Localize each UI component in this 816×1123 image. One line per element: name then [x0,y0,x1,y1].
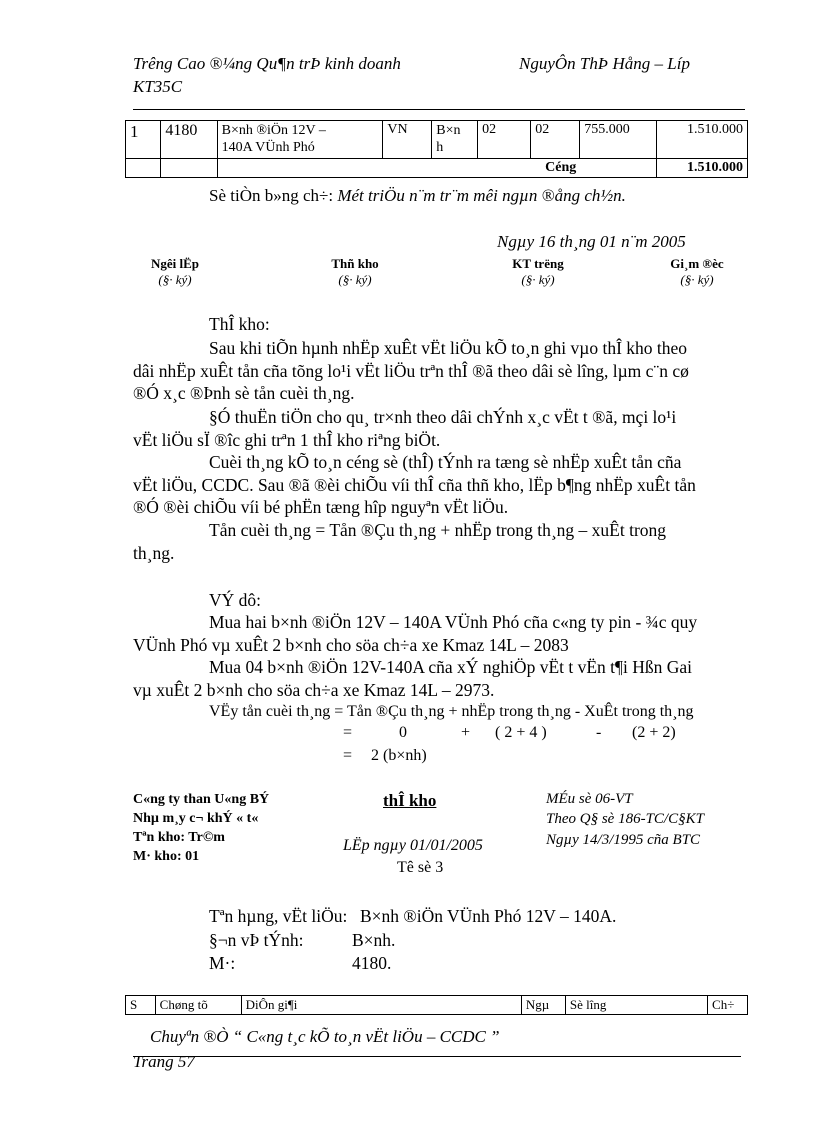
col-header: Sè lîng [565,996,707,1015]
signature-chief-accountant: KT trëng (§· ký) [512,256,564,287]
formula-line: VËy tån cuèi th¸ng = Tån ®Çu th¸ng + nhËp trong th¸ng - XuÊt trong th¸ng [209,703,694,720]
form-number: MÉu sè 06-VT [546,791,633,807]
formula-result: 2 (b×nh) [371,747,427,764]
material-name-label: Tªn hµng, vËt liÖu: [209,906,348,926]
card-date: LËp ngµy 01/01/2005 [343,837,483,854]
col-header: Ngµ [521,996,565,1015]
sign-date: Ngµy 16 th¸ng 01 n¨m 2005 [497,232,686,251]
footer-title: Chuyªn ®Ò “ C«ng t¸c kÕ to¸n vËt liÖu – CCDC ” [150,1027,500,1046]
form-decision: Theo Q§ sè 186-TC/C§KT [546,811,704,827]
qty-requested: 02 [478,121,531,159]
col-header: Chøng tõ [155,996,241,1015]
example-heading: VÝ dô: [209,590,262,610]
item-origin: VN [383,121,432,159]
material-code-label: M·: [209,953,236,973]
table-header-row [126,996,748,1015]
table-row [126,121,748,141]
example-line: vµ xuÊt 2 b×nh cho söa ch÷a xe Kmaz 14L – 2973. [133,680,495,700]
card-table [125,995,748,1015]
card-store-code: M· kho: 01 [133,849,200,864]
col-header: Ch÷ [708,996,748,1015]
signature-director: Gi¸m ®èc (§· ký) [670,256,724,287]
paragraph-line: Tån cuèi th¸ng = Tån ®Çu th¸ng + nhËp trong th¸ng – xuÊt trong [209,520,667,540]
card-title: thÎ kho [383,791,437,810]
material-name-value: B×nh ®iÖn VÜnh Phó 12V – 140A. [360,906,617,926]
author-name: NguyÔn ThÞ Hång – Líp [519,54,690,73]
col-header: S [126,996,156,1015]
item-code: 4180 [161,121,217,159]
form-date: Ngµy 14/3/1995 cña BTC [546,832,701,848]
formula-equals: = [343,747,353,764]
card-number: Tê sè 3 [397,859,444,876]
paragraph-line: Cuèi th¸ng kÕ to¸n céng sè (thÎ) tÝnh ra tæng sè nhËp xuÊt tån cña [209,452,682,472]
total-label: Céng [217,159,657,178]
total-row [126,159,748,178]
paragraph-line: vËt liÖu sÏ ®îc ghi trªn 1 thÎ kho riªng biÖt. [133,430,441,450]
formula-value: (2 + 2) [632,724,676,741]
example-line: Mua hai b×nh ®iÖn 12V – 140A VÜnh Phó cña c«ng ty pin - ¾c quy [209,612,698,632]
col-header: DiÔn gi¶i [241,996,521,1015]
paragraph-line: ®Ó x¸c ®Þnh sè tån cuèi th¸ng. [133,383,355,403]
card-unit: Nhµ m¸y c¬ khÝ « t« [133,811,259,826]
class-name: KT35C [133,77,183,96]
paragraph-line: dâi nhËp xuÊt tån cña tõng lo¹i vËt liÖu trªn thÎ ®ã theo dâi sè lîng, lµm c¨n cø [133,361,689,381]
item-table [125,120,748,178]
paragraph-line: vËt liÖu, CCDC. Sau ®ã ®èi chiÕu víi thÎ cña thñ kho, lËp b¶ng nhËp xuÊt tån [133,475,696,495]
footer-divider [133,1056,741,1057]
formula-equals: = [343,724,353,741]
item-unit: B×n h [432,121,478,159]
header-divider [133,109,745,110]
total-value: 1.510.000 [657,159,748,178]
unit-price: 755.000 [580,121,657,159]
item-name: B×nh ®iÖn 12V – 140A VÜnh Phó [217,121,383,159]
paragraph-line: th¸ng. [133,543,175,563]
paragraph-line: §Ó thuËn tiÖn cho qu¸ tr×nh theo dâi chÝnh x¸c vËt t ®ã, mçi lo¹i [209,407,677,427]
material-unit-label: §¬n vÞ tÝnh: [209,930,304,950]
signature-preparer: Ngêi lËp (§· ký) [150,256,200,287]
material-code-value: 4180. [352,953,392,973]
formula-value: ( 2 + 4 ) [495,724,547,741]
row-number: 1 [126,121,161,159]
card-company: C«ng ty than U«ng BÝ [133,792,270,807]
section-heading: ThÎ kho: [209,314,270,334]
formula-minus: - [596,724,602,741]
paragraph-line: ®Ó ®èi chiÕu víi bé phËn tæng hîp nguyªn vËt liÖu. [133,497,509,517]
qty-actual: 02 [531,121,580,159]
school-name: Trêng Cao ®¼ng Qu¶n trÞ kinh doanh [133,54,401,73]
amount: 1.510.000 [657,121,748,159]
card-store: Tªn kho: Tr©m [133,830,225,845]
amount-in-words: Sè tiÒn b»ng ch÷: Mét triÖu n¨m tr¨m mêi ngµn ®ång ch½n. [209,186,626,205]
example-line: Mua 04 b×nh ®iÖn 12V-140A cña xÝ nghiÖp vËt t vËn t¶i Hßn Gai [209,657,692,677]
formula-plus: + [461,724,471,741]
example-line: VÜnh Phó vµ xuÊt 2 b×nh cho söa ch÷a xe Kmaz 14L – 2083 [133,635,569,655]
signature-storekeeper: Thñ kho (§· ký) [331,256,379,287]
formula-value: 0 [399,724,407,741]
paragraph-line: Sau khi tiÕn hµnh nhËp xuÊt vËt liÖu kÕ to¸n ghi vµo thÎ kho theo [209,338,688,358]
material-unit-value: B×nh. [352,930,396,950]
page-number: Trang 57 [133,1052,195,1071]
